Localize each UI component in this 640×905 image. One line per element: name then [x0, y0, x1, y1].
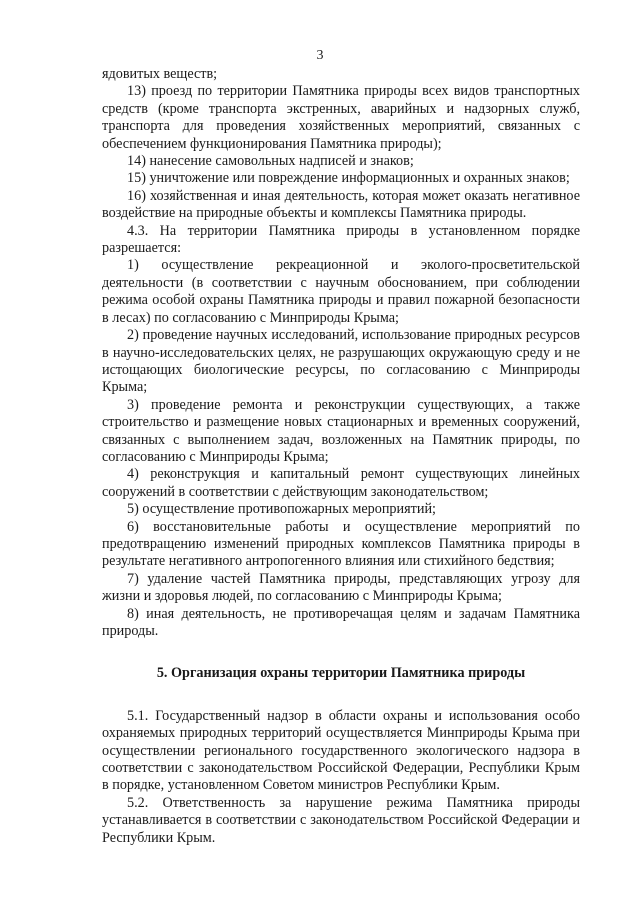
paragraph: 6) восстановительные работы и осуществление мероприятий по предотвращению изменений природных комплексов Памятника природы в результате негативного антропогенного влияния или стихийного бедствия;: [102, 518, 580, 570]
page-number: 3: [316, 48, 324, 63]
section-heading: 5. Организация охраны территории Памятника природы: [156, 665, 526, 682]
paragraph: 2) проведение научных исследований, использование природных ресурсов в научно-исследовательских целях, не разрушающих окружающую среду и не истощающих биологические ресурсы, по согласованию с Минприроды Крыма;: [102, 327, 580, 396]
paragraph: ядовитых веществ;: [102, 66, 218, 82]
paragraph: 16) хозяйственная и иная деятельность, которая может оказать негативное воздействие на природные объекты и комплексы Памятника природы.: [102, 187, 580, 222]
paragraph: 5.1. Государственный надзор в области охраны и использования особо охраняемых природных территорий осуществляется Минприроды Крыма при осуществлении регионального государственного экологического надзора в соответствии с законодательством Российской Федерации, Республики Крым в порядке, установленном Советом министров Республики Крым.: [102, 707, 580, 794]
document-body: [102, 66, 580, 847]
paragraph: 4.3. На территории Памятника природы в установленном порядке разрешается:: [102, 222, 580, 257]
paragraph-list-before: [102, 66, 580, 640]
paragraph: 5) осуществление противопожарных мероприятий;: [127, 501, 436, 518]
paragraph: 13) проезд по территории Памятника природы всех видов транспортных средств (кроме транспорта экстренных, аварийных и надзорных служб, транспорта для проведения хозяйственных мероприятий, связанных с обеспечением функционирования Памятника природы);: [102, 83, 580, 152]
paragraph: 5.2. Ответственность за нарушение режима Памятника природы устанавливается в соответствии с законодательством Российской Федерации и Республики Крым.: [102, 794, 580, 846]
paragraph: 1) осуществление рекреационной и эколого-просветительской деятельности (в соответствии с научным обоснованием, при соблюдении режима особой охраны Памятника природы и правил пожарной безопасности в лесах) по согласованию с Минприроды Крыма;: [102, 257, 580, 326]
paragraph: 7) удаление частей Памятника природы, представляющих угрозу для жизни и здоровья людей, по согласованию с Минприроды Крыма;: [102, 570, 580, 605]
paragraph: 3) проведение ремонта и реконструкции существующих, а также строительство и размещение новых стационарных и временных сооружений, связанных с выполнением задач, возложенных на Памятник природы, по согласованию с Минприроды Крыма;: [102, 396, 580, 465]
paragraph: 15) уничтожение или повреждение информационных и охранных знаков;: [127, 170, 570, 187]
paragraph-list-after: [102, 708, 580, 847]
paragraph: 8) иная деятельность, не противоречащая целям и задачам Памятника природы.: [102, 605, 580, 639]
paragraph: 4) реконструкция и капитальный ремонт существующих линейных сооружений в соответствии с действующим законодательством;: [102, 466, 580, 500]
paragraph: 14) нанесение самовольных надписей и знаков;: [127, 153, 414, 170]
